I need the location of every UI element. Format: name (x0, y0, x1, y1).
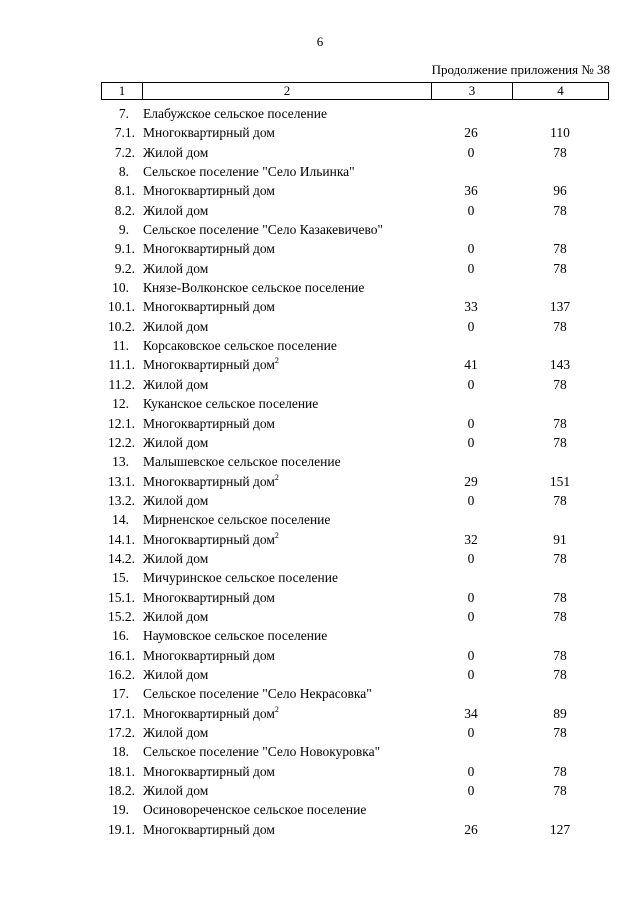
row-name: Жилой дом (143, 202, 209, 218)
col-4-value: 151 (549, 473, 571, 489)
row-name: Жилой дом (143, 783, 209, 799)
footnote-marker: 2 (274, 530, 279, 540)
col-3-value: 0 (467, 415, 475, 431)
col-4-value: 78 (553, 415, 567, 431)
col-3-value: 36 (464, 183, 478, 199)
col-4-value: 78 (553, 434, 567, 450)
settlement-row (101, 568, 609, 587)
row-name-cell (143, 568, 338, 587)
row-name-cell (143, 181, 275, 200)
row-name-cell (143, 491, 208, 510)
table-row (101, 143, 609, 162)
col-3-value: 0 (467, 492, 475, 508)
settlement-row (101, 800, 609, 819)
row-number: 12. (112, 396, 129, 412)
row-name: Жилой дом (143, 434, 209, 450)
row-number: 9. (118, 222, 129, 238)
row-name-cell (143, 530, 279, 549)
row-number: 13.2. (108, 492, 135, 508)
row-name: Куканское сельское поселение (143, 396, 319, 412)
col-4-value: 89 (553, 705, 567, 721)
col-4-value: 78 (553, 318, 567, 334)
col-4-value: 96 (553, 183, 567, 199)
footnote-marker: 2 (274, 356, 279, 366)
col-4-value: 78 (553, 725, 567, 740)
col-4-value: 78 (553, 783, 567, 799)
settlement-row (101, 626, 609, 645)
row-name-cell (143, 646, 275, 665)
table-row (101, 181, 609, 200)
row-name: Многоквартирный дом (143, 299, 275, 315)
row-number: 7. (118, 106, 129, 121)
appendix-caption: Продолжение приложения № 38 (431, 62, 610, 77)
col-3-value: 29 (464, 473, 478, 489)
row-number: 8. (118, 164, 129, 180)
table-row (101, 414, 609, 433)
row-name: Сельское поселение "Село Некрасовка" (143, 686, 372, 702)
col-4-value: 78 (553, 589, 567, 605)
col-4-value: 110 (550, 125, 570, 141)
row-number: 10.1. (108, 299, 135, 315)
row-name: Сельское поселение "Село Казакевичево" (143, 222, 384, 238)
header-col-2: 2 (143, 83, 432, 100)
table-row (101, 781, 609, 800)
row-name-cell (143, 239, 275, 258)
col-3-value: 0 (467, 260, 475, 276)
row-name: Корсаковское сельское поселение (143, 338, 337, 354)
col-3-value: 41 (464, 357, 478, 373)
row-number: 13.1. (108, 473, 135, 489)
row-name-cell (143, 820, 275, 839)
col-4-value: 78 (553, 492, 567, 508)
row-name-cell (143, 162, 355, 181)
row-number: 19.1. (108, 821, 135, 837)
table-row (101, 239, 609, 258)
row-name: Елабужское сельское поселение (143, 106, 327, 121)
table-row (101, 607, 609, 626)
row-name-cell (143, 742, 380, 761)
col-4-value: 78 (553, 647, 567, 663)
row-name-cell (143, 800, 366, 819)
row-name: Жилой дом (143, 666, 209, 682)
col-4-value: 137 (549, 299, 571, 315)
row-name: Жилой дом (143, 550, 209, 566)
row-number: 15. (112, 570, 129, 586)
settlement-row (101, 394, 609, 413)
col-4-value: 78 (553, 144, 567, 160)
row-number: 17.2. (108, 725, 135, 740)
settlement-row (101, 162, 609, 181)
table-row (101, 723, 609, 742)
row-number: 10. (112, 280, 129, 296)
col-4-value: 78 (553, 376, 567, 392)
settlement-row (101, 220, 609, 239)
row-number: 7.1. (114, 125, 135, 141)
row-name: Мирненское сельское поселение (143, 512, 331, 528)
row-name-cell (143, 414, 275, 433)
row-name-cell (143, 394, 318, 413)
header-col-4: 4 (513, 83, 609, 100)
row-name-cell (143, 704, 279, 723)
row-name: Многоквартирный дом (143, 821, 275, 837)
table-row (101, 646, 609, 665)
row-number: 15.2. (108, 608, 135, 624)
row-number: 17. (112, 686, 129, 702)
row-name-cell (143, 472, 279, 491)
row-number: 11. (112, 338, 129, 354)
row-name: Сельское поселение "Село Ильинка" (143, 164, 355, 180)
row-name: Многоквартирный дом (143, 357, 275, 373)
table-row (101, 297, 609, 316)
row-name-cell (143, 317, 208, 336)
row-name: Жилой дом (143, 725, 209, 740)
col-3-value: 0 (467, 763, 475, 779)
col-3-value: 0 (467, 783, 475, 799)
col-4-value: 78 (553, 763, 567, 779)
row-name: Многоквартирный дом (143, 531, 275, 547)
row-name: Жилой дом (143, 144, 209, 160)
row-name: Многоквартирный дом (143, 415, 275, 431)
row-name-cell (143, 104, 327, 123)
table-row (101, 549, 609, 568)
row-name: Жилой дом (143, 608, 209, 624)
row-name: Сельское поселение "Село Новокуровка" (143, 744, 381, 760)
table-body (101, 104, 609, 839)
settlement-row (101, 684, 609, 703)
header-col-1: 1 (102, 83, 143, 100)
row-name-cell (143, 336, 337, 355)
col-4-value: 127 (549, 821, 571, 837)
table-row (101, 530, 609, 549)
row-name: Осиновореченское сельское поселение (143, 802, 367, 818)
row-number: 11.1. (108, 357, 135, 373)
row-number: 13. (112, 454, 129, 470)
col-3-value: 0 (467, 434, 475, 450)
row-name: Жилой дом (143, 260, 209, 276)
row-name-cell (143, 123, 275, 142)
col-3-value: 0 (467, 318, 475, 334)
col-3-value: 33 (464, 299, 478, 315)
row-name: Жилой дом (143, 492, 209, 508)
row-name: Многоквартирный дом (143, 125, 275, 141)
settlement-row (101, 510, 609, 529)
col-4-value: 143 (549, 357, 571, 373)
row-number: 10.2. (108, 318, 135, 334)
row-name-cell (143, 201, 208, 220)
row-number: 7.2. (114, 144, 135, 160)
table-row (101, 123, 609, 142)
row-number: 18.2. (108, 783, 135, 799)
row-number: 12.1. (108, 415, 135, 431)
table-row (101, 472, 609, 491)
row-name-cell (143, 626, 327, 645)
row-name-cell (143, 510, 330, 529)
row-number: 14.2. (108, 550, 135, 566)
row-number: 16. (112, 628, 129, 644)
col-4-value: 78 (553, 241, 567, 257)
row-name: Князе-Волконское сельское поселение (143, 280, 365, 296)
row-name: Многоквартирный дом (143, 647, 275, 663)
row-number: 18. (112, 744, 129, 760)
row-number: 16.1. (108, 647, 135, 663)
table-row (101, 433, 609, 452)
table-row (101, 588, 609, 607)
row-name-cell (143, 665, 208, 684)
row-name: Наумовское сельское поселение (143, 628, 328, 644)
col-4-value: 78 (553, 666, 567, 682)
row-name-cell (143, 549, 208, 568)
col-4-value: 78 (553, 202, 567, 218)
row-name-cell (143, 762, 275, 781)
row-number: 9.2. (114, 260, 135, 276)
row-name: Многоквартирный дом (143, 763, 275, 779)
table-row (101, 665, 609, 684)
row-name-cell (143, 607, 208, 626)
table-row (101, 375, 609, 394)
col-4-value: 91 (553, 531, 567, 547)
page-number: 6 (316, 34, 324, 49)
row-number: 12.2. (108, 434, 135, 450)
col-3-value: 32 (464, 531, 478, 547)
row-name: Малышевское сельское поселение (143, 454, 341, 470)
col-3-value: 0 (467, 608, 475, 624)
col-3-value: 26 (464, 125, 478, 141)
settlement-row (101, 336, 609, 355)
col-3-value: 0 (467, 666, 475, 682)
footnote-marker: 2 (274, 472, 279, 482)
row-name: Многоквартирный дом (143, 473, 275, 489)
row-number: 11.2. (108, 376, 135, 392)
row-number: 8.1. (114, 183, 135, 199)
col-4-value: 78 (553, 608, 567, 624)
row-name-cell (143, 355, 279, 374)
table-row (101, 762, 609, 781)
row-number: 17.1. (108, 705, 135, 721)
row-name: Мичуринское сельское поселение (143, 570, 338, 586)
row-name-cell (143, 588, 275, 607)
row-name-cell (143, 143, 208, 162)
col-3-value: 0 (467, 144, 475, 160)
col-4-value: 78 (553, 260, 567, 276)
row-name-cell (143, 723, 208, 742)
table-row (101, 491, 609, 510)
row-name: Многоквартирный дом (143, 589, 275, 605)
table-row (101, 704, 609, 723)
table-row (101, 317, 609, 336)
row-name-cell (143, 433, 208, 452)
col-3-value: 0 (467, 647, 475, 663)
row-number: 14.1. (108, 531, 135, 547)
row-number: 18.1. (108, 763, 135, 779)
row-number: 14. (112, 512, 129, 528)
settlement-row (101, 742, 609, 761)
row-number: 15.1. (108, 589, 135, 605)
col-3-value: 0 (467, 589, 475, 605)
row-name-cell (143, 375, 208, 394)
col-3-value: 0 (467, 550, 475, 566)
header-col-3: 3 (432, 83, 513, 100)
footnote-marker: 2 (274, 704, 279, 714)
row-number: 16.2. (108, 666, 135, 682)
row-name-cell (143, 684, 372, 703)
col-3-value: 0 (467, 241, 475, 257)
table-row (101, 820, 609, 839)
table-row (101, 259, 609, 278)
col-3-value: 34 (464, 705, 478, 721)
col-4-value: 78 (553, 550, 567, 566)
row-name-cell (143, 220, 383, 239)
row-number: 9.1. (114, 241, 135, 257)
row-name-cell (143, 781, 208, 800)
col-3-value: 26 (464, 821, 478, 837)
row-name-cell (143, 297, 275, 316)
col-3-value: 0 (467, 725, 475, 740)
table-row (101, 355, 609, 374)
row-name-cell (143, 452, 341, 471)
row-name: Многоквартирный дом (143, 705, 275, 721)
row-name: Жилой дом (143, 318, 209, 334)
row-number: 19. (112, 802, 129, 818)
table-row (101, 201, 609, 220)
row-name-cell (143, 259, 208, 278)
settlement-row (101, 452, 609, 471)
settlement-row (101, 278, 609, 297)
settlement-row (101, 104, 609, 123)
table-header (101, 82, 609, 100)
col-3-value: 0 (467, 376, 475, 392)
row-name: Жилой дом (143, 376, 209, 392)
row-number: 8.2. (114, 202, 135, 218)
col-3-value: 0 (467, 202, 475, 218)
row-name: Многоквартирный дом (143, 183, 275, 199)
row-name: Многоквартирный дом (143, 241, 275, 257)
row-name-cell (143, 278, 364, 297)
